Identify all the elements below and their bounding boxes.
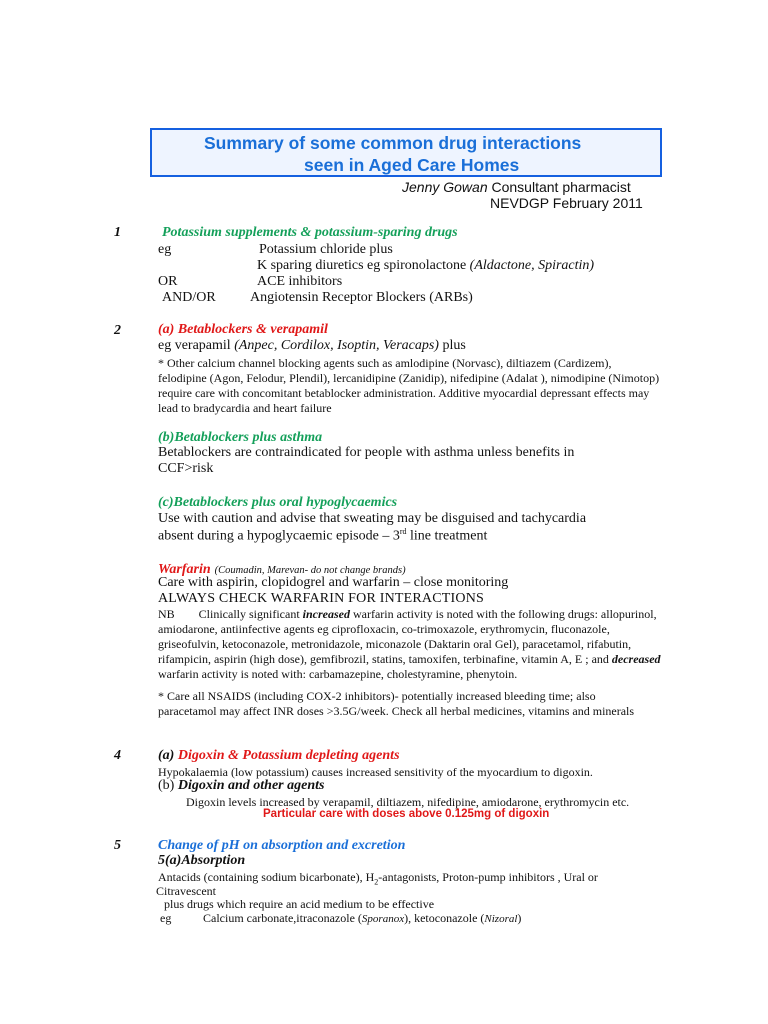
- warfarin-line1: Care with aspirin, clopidogrel and warfarin – close monitoring: [158, 575, 509, 590]
- section-5a-line4-a: Calcium carbonate,itraconazole (: [203, 911, 362, 925]
- section-2a-heading: (a) Betablockers & verapamil: [158, 322, 328, 337]
- section-5a-line4: [203, 911, 521, 926]
- section-5a-line4-e: ): [517, 911, 522, 925]
- section-1-eg: eg: [158, 242, 172, 257]
- section-4a-text: Hypokalaemia (low potassium) causes increased sensitivity of the myocardium to digoxin.: [158, 765, 593, 779]
- warfarin-nb-decreased: decreased: [611, 652, 661, 666]
- warfarin-nb-text-2: warfarin activity is noted with the following drugs: allopurinol, amiodarone, antiinfective agents eg ciprofloxacin, co-trimoxazole, erythromycin, fluconazole, griseofulvin, ketoconazole, metronidazole, miconazole (Daktarin oral Gel), paracetamol, rifabutin, rifampicin, aspirin (high dose), gemfibrozil, statins, tamoxifen, terbinafine, vitamin A, E ; and: [158, 607, 657, 666]
- title-line-1: Summary of some common drug interactions: [204, 133, 582, 153]
- section-2a-line-end: plus: [438, 338, 466, 353]
- section-4b-prefix: (b): [158, 778, 178, 793]
- warfarin-brands: (Coumadin, Marevan- do not change brands): [214, 565, 406, 576]
- section-2b-heading: (b)Betablockers plus asthma: [158, 430, 323, 445]
- section-5a-eg: eg: [160, 911, 172, 925]
- section-5a-line1-start: Antacids (containing sodium bicarbonate), H: [158, 870, 375, 884]
- warfarin-nb-text-3: warfarin activity is noted with: carbamazepine, cholestyramine, phenytoin.: [158, 667, 518, 681]
- warfarin-nb-label: NB: [158, 607, 175, 621]
- author-role: Consultant pharmacist: [491, 179, 631, 195]
- section-2b-text: Betablockers are contraindicated for people with asthma unless benefits in CCF>risk: [158, 445, 575, 476]
- section-2a-note: * Other calcium channel blocking agents such as amlodipine (Norvasc), diltiazem (Cardizem), felodipine (Agon, Felodur, Plendil), lercanidipine (Zanidip), nifedipine (Adalat ), nimodipine (Nimotop) require care with concomitant betablocker administration. Additive myocardial depressant effects may lead to bradycardia and heart failure: [158, 356, 660, 415]
- section-5a-line2: Citravescent: [156, 884, 216, 898]
- warfarin-heading: Warfarin: [158, 562, 211, 577]
- section-5-number: 5: [114, 838, 121, 853]
- section-5a-line4-nizoral: Nizoral: [484, 913, 518, 925]
- section-5a-line4-sporanox: Sporanox: [361, 913, 405, 925]
- section-1-or: OR: [158, 274, 178, 289]
- section-4b-heading-line: [158, 778, 324, 794]
- title-line-2: seen in Aged Care Homes: [304, 155, 520, 175]
- section-2c-heading: (c)Betablockers plus oral hypoglycaemics: [158, 495, 398, 510]
- section-2c-line2-sup: rd: [399, 527, 407, 536]
- section-1-ace: ACE inhibitors: [257, 274, 343, 289]
- section-1-andor: AND/OR: [162, 290, 216, 305]
- section-1-line2-text: K sparing diuretics eg spironolactone: [257, 258, 470, 273]
- section-2-number: 2: [114, 323, 121, 338]
- section-1-line1: Potassium chloride plus: [259, 242, 393, 257]
- warfarin-line2: ALWAYS CHECK WARFARIN FOR INTERACTIONS: [158, 591, 484, 606]
- section-4b-warning: Particular care with doses above 0.125mg of digoxin: [263, 808, 550, 820]
- section-1-line2: [257, 258, 594, 274]
- section-2a-line-start: eg verapamil: [158, 338, 235, 353]
- section-2a-line: [158, 338, 466, 354]
- title-box: [150, 128, 662, 177]
- section-1-line2-brands: (Aldactone, Spiractin): [469, 258, 595, 273]
- section-1-heading: Potassium supplements & potassium-sparing drugs: [162, 225, 458, 240]
- section-5a-line4-c: ), ketoconazole (: [404, 911, 485, 925]
- section-2c-line1: Use with caution and advise that sweating may be disguised and tachycardia: [158, 511, 587, 526]
- section-5a-line1: [158, 870, 598, 886]
- section-4b-heading: Digoxin and other agents: [177, 778, 325, 793]
- section-4-number: 4: [114, 748, 121, 763]
- section-4a-prefix: (a): [158, 748, 178, 763]
- section-5-heading: Change of pH on absorption and excretion: [158, 838, 406, 853]
- section-4b-text: Digoxin levels increased by verapamil, diltiazem, nifedipine, amiodarone, erythromycin etc.: [186, 795, 630, 809]
- warfarin-nb: [158, 607, 663, 682]
- section-1-arb: Angiotensin Receptor Blockers (ARBs): [250, 290, 473, 305]
- section-5a-line3: plus drugs which require an acid medium to be effective: [164, 897, 435, 911]
- section-2c-line2-start: absent during a hypoglycaemic episode – 3: [158, 528, 400, 544]
- section-2a-line-brands: (Anpec, Cordilox, Isoptin, Veracaps): [234, 338, 439, 353]
- section-4a-heading: Digoxin & Potassium depleting agents: [177, 748, 400, 763]
- section-4a-heading-line: [158, 748, 400, 764]
- section-5a-heading: 5(a)Absorption: [158, 853, 246, 868]
- section-2c-line2: [158, 527, 487, 545]
- warfarin-nsaids-note: * Care all NSAIDS (including COX-2 inhibitors)- potentially increased bleeding time; also paracetamol may affect INR doses >3.5G/week. Check all herbal medicines, vitamins and minerals: [158, 689, 635, 718]
- section-5a-line1-sub: 2: [374, 877, 379, 887]
- warfarin-nb-increased: increased: [302, 607, 350, 621]
- section-2c-line2-end: line treatment: [406, 528, 488, 544]
- author-org-date: NEVDGP February 2011: [490, 195, 643, 211]
- section-5a-line1-end: -antagonists, Proton-pump inhibitors , Ural or: [378, 870, 598, 884]
- section-1-number: 1: [114, 225, 121, 240]
- author-line: [402, 179, 631, 195]
- author-name: Jenny Gowan: [402, 179, 488, 195]
- warfarin-nb-text-1: Clinically significant: [198, 607, 303, 621]
